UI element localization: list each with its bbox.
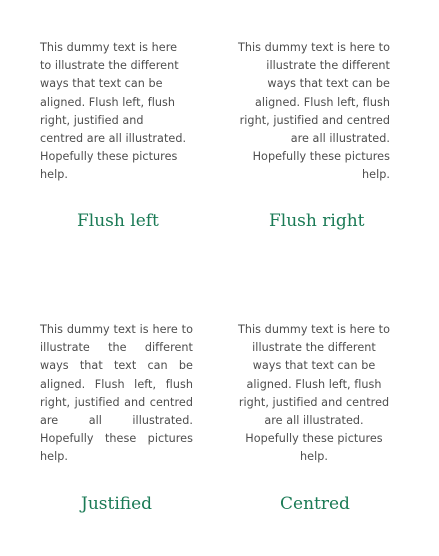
flush-right-example [236,39,390,185]
justified-example [40,321,193,467]
flush-right-caption: Flush right [269,211,365,231]
flush-right-paragraph: This dummy text is here to illustrate the different ways that text can be aligned. Flush left, flush right, justified and centred are all illustrated. Hopefully these pictures help. [237,41,390,182]
justified-caption: Justified [81,494,153,514]
centred-example [238,321,390,467]
centred-caption: Centred [280,494,350,514]
centred-paragraph: This dummy text is here to illustrate the different ways that text can be aligned. Flush left, flush right, justified and centred are all illustrated. Hopefully these pictures help. [238,323,391,464]
flush-left-caption: Flush left [77,211,159,231]
flush-left-paragraph: This dummy text is here to illustrate the different ways that text can be aligned. Flush left, flush right, justified and centred are all illustrated. Hopefully these pictures help. [40,41,187,182]
flush-left-example [40,39,190,185]
justified-paragraph: This dummy text is here to illustrate the different ways that text can be aligned. Flush left, flush right, justified and centred are all illustrated. Hopefully these pictures help. [40,323,193,464]
